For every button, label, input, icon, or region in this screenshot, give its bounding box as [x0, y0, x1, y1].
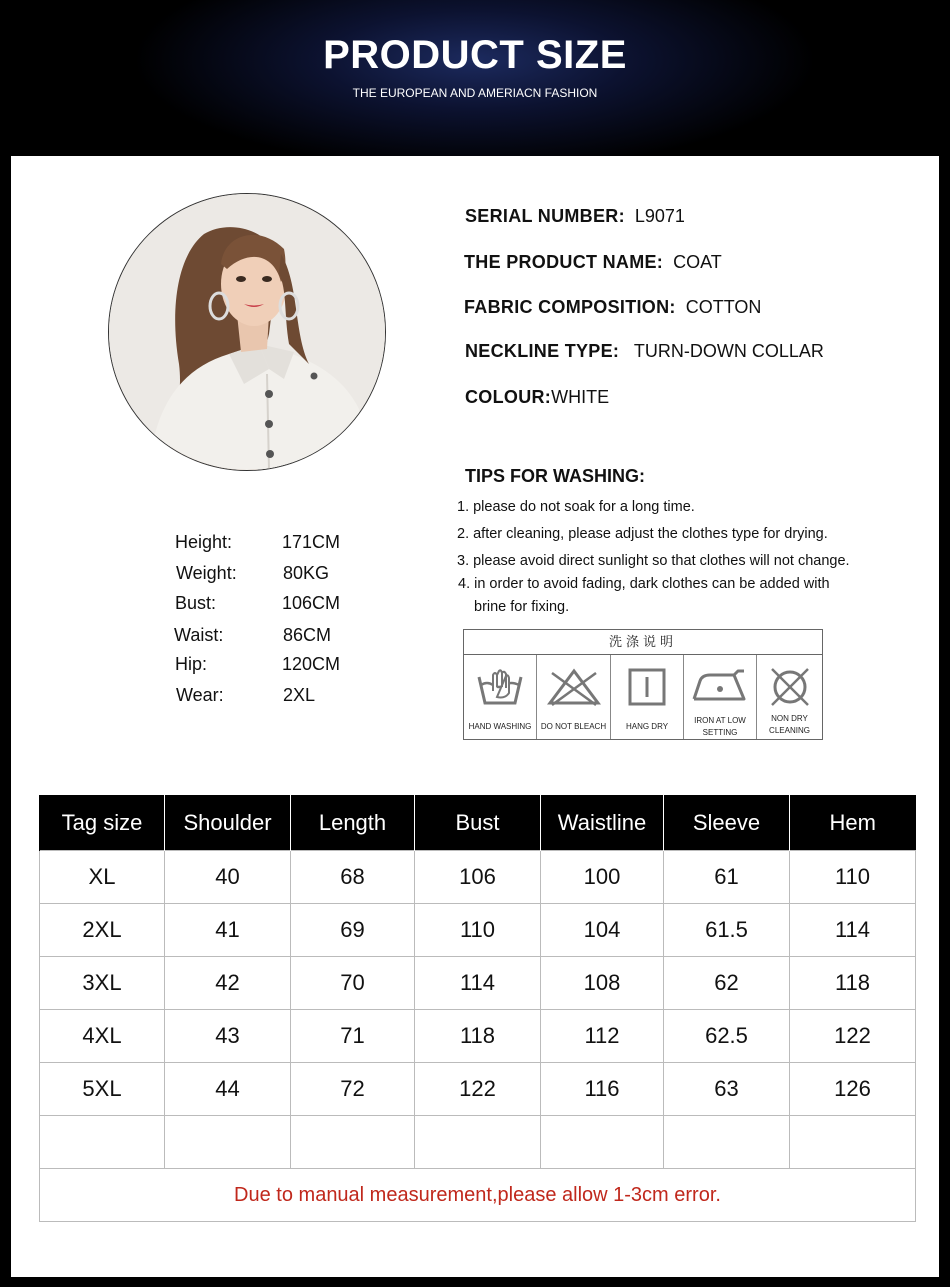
no-dry-clean-cell	[757, 655, 822, 739]
column-header: Tag size	[40, 795, 165, 851]
column-header: Waistline	[541, 795, 664, 851]
table-cell: 110	[415, 904, 541, 957]
table-cell: 61.5	[664, 904, 790, 957]
iron-low-cell	[684, 655, 757, 739]
page-title: PRODUCT SIZE	[323, 33, 627, 77]
tips-title: TIPS FOR WASHING:	[465, 466, 645, 486]
no-dry-clean-icon	[768, 667, 812, 707]
column-header: Hem	[790, 795, 916, 851]
tip-item: 2. after cleaning, please adjust the clothes type for drying.	[457, 526, 828, 542]
table-cell: 71	[291, 1010, 415, 1063]
page-subtitle: THE EUROPEAN AND AMERIACN FASHION	[352, 86, 598, 100]
hang-dry-icon	[627, 667, 667, 707]
wash-label: HAND WASHING	[468, 722, 532, 731]
table-cell: 3XL	[40, 957, 165, 1010]
table-cell	[664, 1116, 790, 1169]
colour: COLOUR:WHITE	[465, 387, 610, 407]
table-header-row	[40, 795, 916, 851]
no-bleach-cell	[537, 655, 611, 739]
column-header: Shoulder	[165, 795, 291, 851]
table-cell: 41	[165, 904, 291, 957]
table-cell	[415, 1116, 541, 1169]
table-cell	[165, 1116, 291, 1169]
product-name: THE PRODUCT NAME: COAT	[464, 252, 722, 272]
table-cell: 112	[541, 1010, 664, 1063]
model-photo	[108, 193, 386, 471]
table-cell: 4XL	[40, 1010, 165, 1063]
table-cell: 106	[415, 851, 541, 904]
washing-instructions	[463, 629, 823, 740]
table-cell: 108	[541, 957, 664, 1010]
content-panel: Height: 171CM Weight: 80KG Bust: 106CM Waist: 86CM Hip: 120CM Wear: 2XL SERIAL NUMBER: L9071 THE PRODUCT NAME: COAT FABRIC COMPOSITION: COTTON NECKLINE TYPE: TURN-DOWN COLLAR COLOUR:WHITE TIPS FOR WASHING: 1. please do not soak for a long time. 2. after cleaning, please adjust the clothes type for drying. 3. please avoid direct sunlight so that clothes will not change. 4. in order to avoid fading, dark clothes can be added with brine for fixing. 洗涤说明 HAND WASHING DO NOT BLEACH HANG DRY IRON AT LOW SETTING NON DRY CLEANING	[11, 156, 939, 1277]
column-header: Length	[291, 795, 415, 851]
note-row	[40, 1169, 916, 1222]
table-cell	[291, 1116, 415, 1169]
table-row	[40, 1010, 916, 1063]
column-header: Bust	[415, 795, 541, 851]
size-chart-table	[39, 795, 916, 1222]
table-cell: 114	[415, 957, 541, 1010]
table-cell	[40, 1116, 165, 1169]
table-row	[40, 904, 916, 957]
table-cell: 122	[415, 1063, 541, 1116]
table-cell: 2XL	[40, 904, 165, 957]
table-cell: 114	[790, 904, 916, 957]
wash-label: NON DRY	[771, 714, 808, 723]
table-cell: 62.5	[664, 1010, 790, 1063]
table-cell: 118	[790, 957, 916, 1010]
table-cell: 70	[291, 957, 415, 1010]
table-cell: 63	[664, 1063, 790, 1116]
table-cell: 40	[165, 851, 291, 904]
table-cell: 100	[541, 851, 664, 904]
no-bleach-icon	[544, 667, 604, 707]
tip-item: 3. please avoid direct sunlight so that clothes will not change.	[457, 553, 850, 569]
wash-label: CLEANING	[769, 726, 810, 735]
wash-label: HANG DRY	[625, 722, 669, 731]
table-cell: 116	[541, 1063, 664, 1116]
tip-item: 4. in order to avoid fading, dark clothes can be added with	[458, 576, 830, 592]
table-row	[40, 957, 916, 1010]
wash-label: DO NOT BLEACH	[540, 722, 607, 731]
table-cell: 44	[165, 1063, 291, 1116]
table-cell: 5XL	[40, 1063, 165, 1116]
table-cell: 68	[291, 851, 415, 904]
table-cell: 118	[415, 1010, 541, 1063]
table-row	[40, 851, 916, 904]
table-cell: 72	[291, 1063, 415, 1116]
wash-label: IRON AT LOW	[694, 716, 746, 725]
wash-label: SETTING	[702, 728, 738, 737]
column-header: Sleeve	[664, 795, 790, 851]
table-cell: 62	[664, 957, 790, 1010]
table-cell: 61	[664, 851, 790, 904]
table-row	[40, 1116, 916, 1169]
table-cell: 104	[541, 904, 664, 957]
table-cell: 122	[790, 1010, 916, 1063]
measurement-note: Due to manual measurement,please allow 1-3cm error.	[40, 1169, 916, 1222]
serial-number: SERIAL NUMBER: L9071	[465, 206, 685, 226]
hand-wash-icon	[475, 667, 525, 707]
table-cell	[790, 1116, 916, 1169]
table-cell: 42	[165, 957, 291, 1010]
tip-item: brine for fixing.	[474, 599, 570, 615]
table-cell: 69	[291, 904, 415, 957]
iron-low-icon	[690, 667, 750, 703]
neckline-type: NECKLINE TYPE: TURN-DOWN COLLAR	[465, 341, 824, 361]
table-cell: 126	[790, 1063, 916, 1116]
washing-header: 洗涤说明	[464, 630, 822, 655]
table-cell: XL	[40, 851, 165, 904]
hand-washing-cell	[464, 655, 537, 739]
tip-item: 1. please do not soak for a long time.	[457, 499, 695, 515]
page-header	[0, 0, 950, 156]
hang-dry-cell	[611, 655, 684, 739]
table-row	[40, 1063, 916, 1116]
fabric-composition: FABRIC COMPOSITION: COTTON	[464, 297, 762, 317]
table-cell	[541, 1116, 664, 1169]
table-cell: 110	[790, 851, 916, 904]
table-cell: 43	[165, 1010, 291, 1063]
